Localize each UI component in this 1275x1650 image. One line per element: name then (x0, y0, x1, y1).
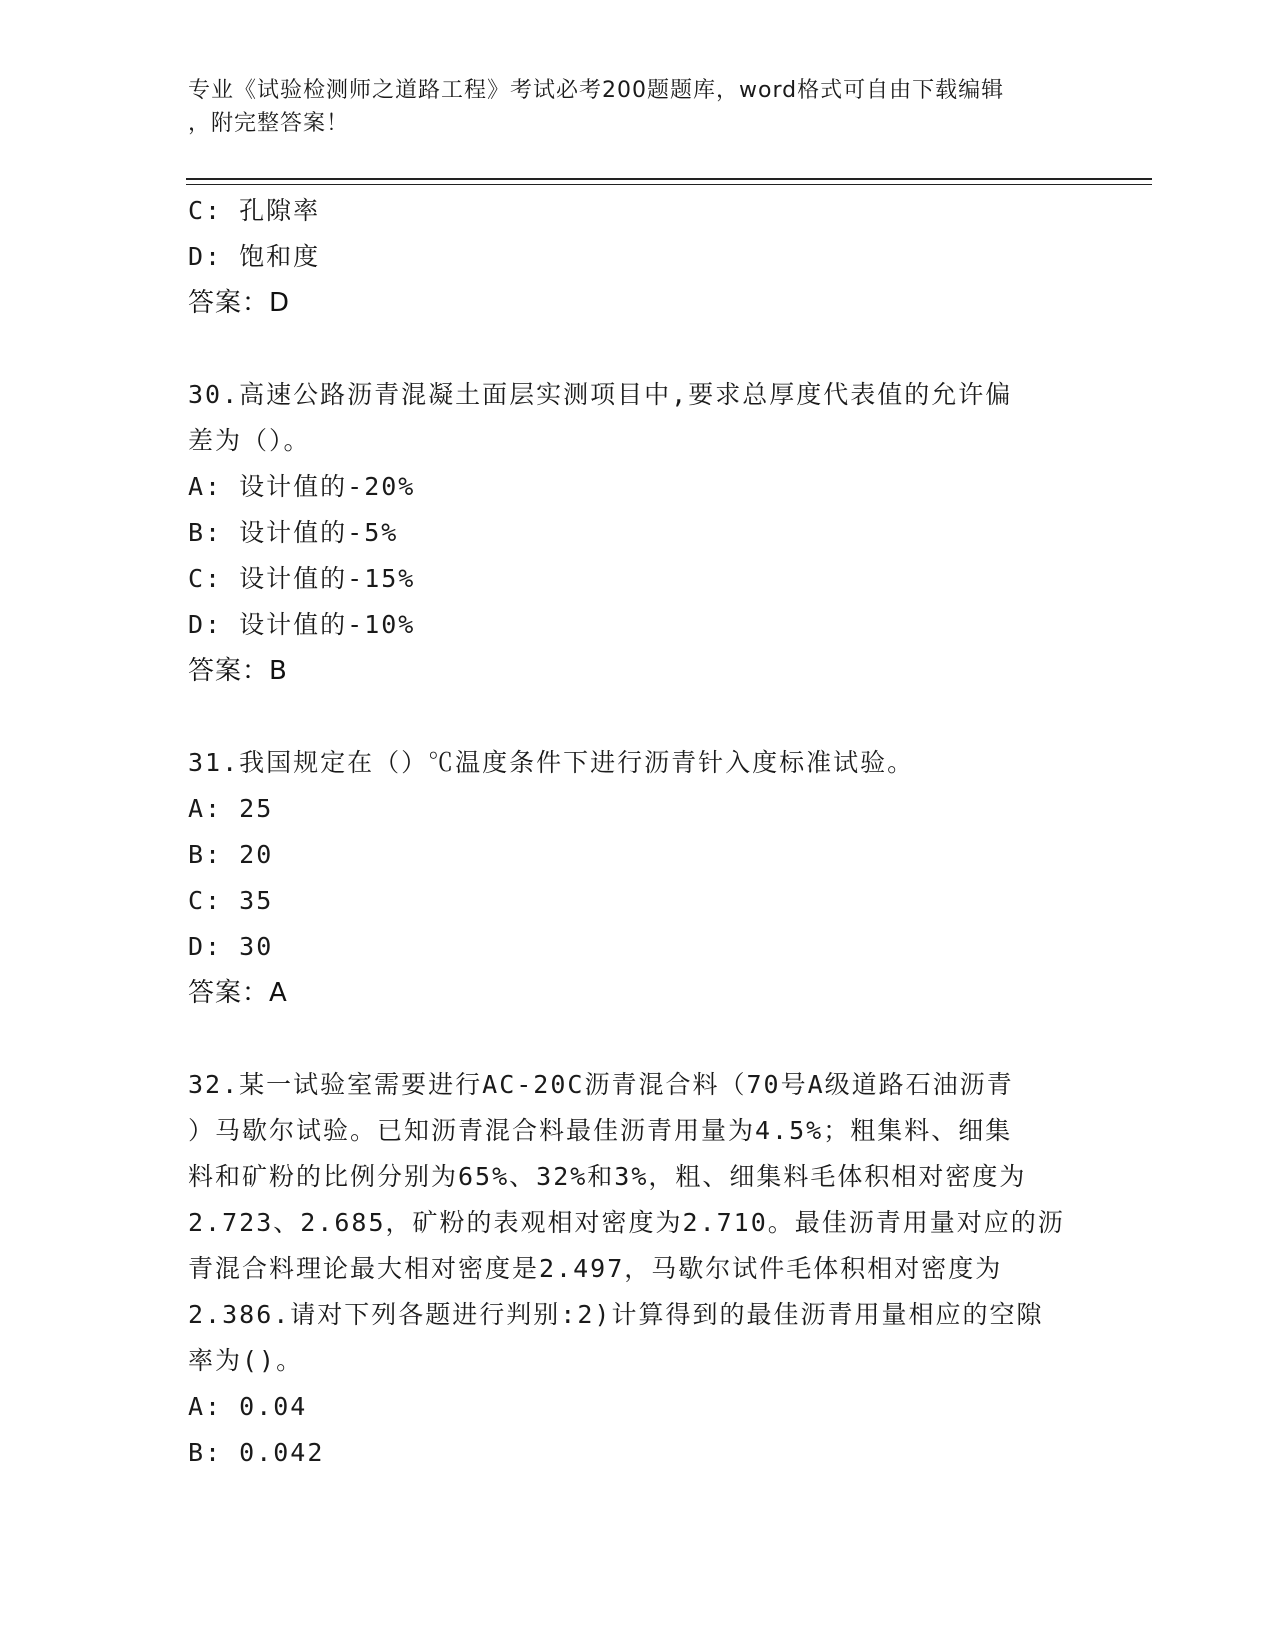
question-32 (188, 1062, 1088, 1476)
question-text: 率为()。 (188, 1346, 304, 1375)
spacer (188, 694, 1088, 740)
option-c: C: 孔隙率 (188, 196, 321, 225)
option-d: D: 饱和度 (188, 242, 321, 271)
question-text: 2.386.请对下列各题进行判别:2)计算得到的最佳沥青用量相应的空隙 (188, 1300, 1044, 1329)
question-list (188, 188, 1088, 1476)
spacer (188, 326, 1088, 372)
question-text: 料和矿粉的比例分别为65%、32%和3%，粗、细集料毛体积相对密度为 (188, 1162, 1027, 1191)
option-d: D: 30 (188, 932, 274, 961)
header-divider-thick (186, 178, 1152, 180)
question-text: 32.某一试验室需要进行AC-20C沥青混合料（70号A级道路石油沥青 (188, 1070, 1014, 1099)
document-header (188, 74, 1068, 140)
option-d: D: 设计值的-10% (188, 610, 416, 639)
answer-label: 答案：A (188, 978, 288, 1008)
option-a: A: 25 (188, 794, 274, 823)
option-b: B: 0.042 (188, 1438, 325, 1467)
question-29-tail (188, 188, 1088, 326)
answer-label: 答案：D (188, 288, 291, 318)
question-text: 2.723、2.685，矿粉的表观相对密度为2.710。最佳沥青用量对应的沥 (188, 1208, 1065, 1237)
question-text: ）马歇尔试验。已知沥青混合料最佳沥青用量为4.5%；粗集料、细集 (188, 1116, 1013, 1145)
option-c: C: 35 (188, 886, 274, 915)
header-divider-thin (186, 184, 1152, 185)
answer-label: 答案：B (188, 656, 288, 686)
option-a: A: 0.04 (188, 1392, 308, 1421)
question-text: 31.我国规定在（）℃温度条件下进行沥青针入度标准试验。 (188, 748, 915, 777)
spacer (188, 1016, 1088, 1062)
question-30 (188, 372, 1088, 694)
option-c: C: 设计值的-15% (188, 564, 416, 593)
option-a: A: 设计值的-20% (188, 472, 416, 501)
option-b: B: 20 (188, 840, 274, 869)
question-text: 差为（）。 (188, 426, 311, 455)
option-b: B: 设计值的-5% (188, 518, 399, 547)
header-line-1: 专业《试验检测师之道路工程》考试必考200题题库，word格式可自由下载编辑 (188, 78, 1005, 103)
question-text: 30.高速公路沥青混凝土面层实测项目中,要求总厚度代表值的允许偏 (188, 380, 1013, 409)
question-31 (188, 740, 1088, 1016)
header-line-2: ，附完整答案！ (188, 111, 350, 136)
question-text: 青混合料理论最大相对密度是2.497，马歇尔试件毛体积相对密度为 (188, 1254, 1003, 1283)
